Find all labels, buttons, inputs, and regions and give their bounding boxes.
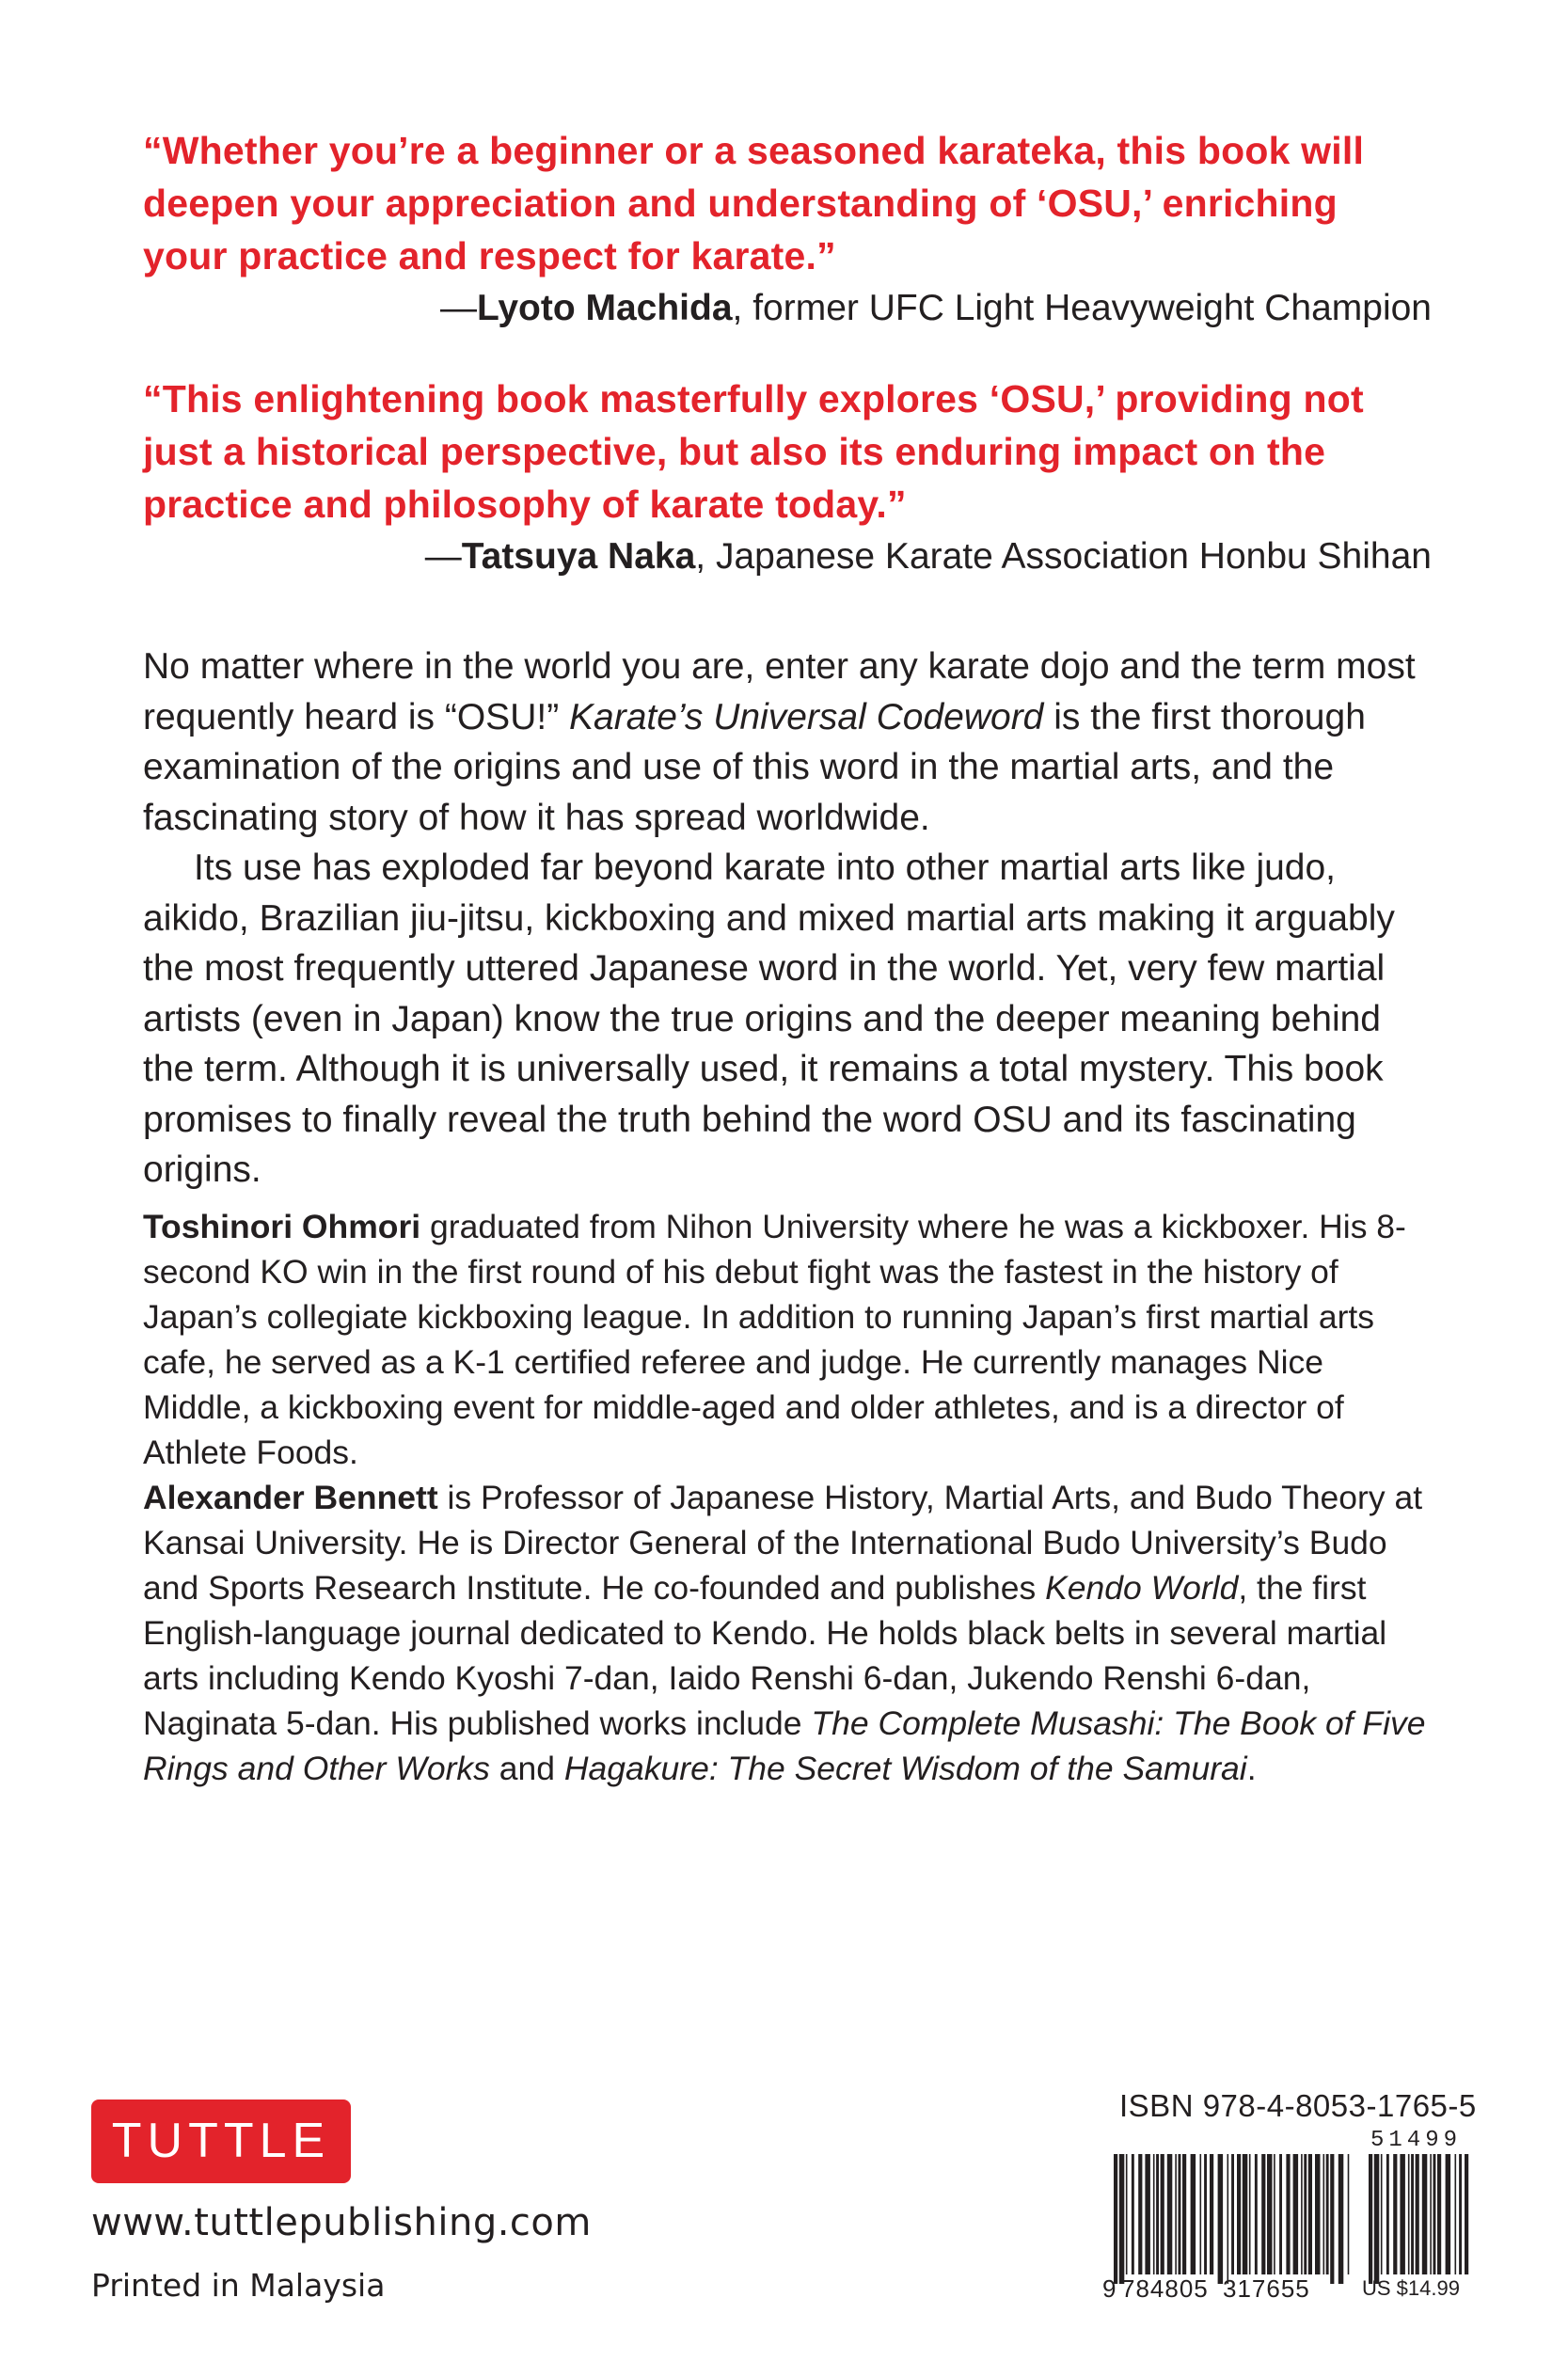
barcode-bar	[1210, 2154, 1213, 2274]
barcode-bar	[1338, 2154, 1344, 2284]
barcode-bar	[1400, 2154, 1405, 2274]
barcode-bar	[1119, 2154, 1125, 2284]
endorsement-quote-1	[143, 124, 1432, 333]
barcode-bar	[1231, 2154, 1234, 2274]
barcode-bar	[1374, 2154, 1380, 2284]
barcode-bar	[1301, 2154, 1303, 2274]
barcode-bar	[1191, 2154, 1196, 2274]
barcode-bar	[1179, 2154, 1181, 2274]
barcode-bar	[1465, 2154, 1468, 2274]
journal-title: Kendo World	[1045, 1569, 1239, 1607]
author-bio-ohmori: Toshinori Ohmori graduated from Nihon University where he was a kickboxer. His 8-second KO win in the first round of his debut fight was the fastest in the history of Japan’s collegiate kickboxing league. In addition to running Japan’s first martial arts cafe, he served as a K-1 certified referee and judge. He currently manages Nice Middle, a kickboxing event for middle-aged and older athletes, and is a director of Athlete Foods.	[143, 1208, 1406, 1471]
barcode-bar	[1323, 2154, 1325, 2274]
barcode-bar	[1422, 2154, 1428, 2274]
barcode-bar	[1308, 2154, 1312, 2274]
barcode-bar	[1408, 2154, 1410, 2274]
barcode-bar	[1267, 2154, 1273, 2274]
barcode-bar	[1161, 2154, 1164, 2274]
barcode-bar	[1167, 2154, 1173, 2274]
addon-number: 51499	[1370, 2128, 1463, 2153]
barcode-bar	[1315, 2154, 1321, 2274]
quote-attribution: —Lyoto Machida, former UFC Light Heavyweight Champion	[439, 288, 1432, 328]
barcode-bar	[1243, 2154, 1248, 2274]
barcode-digits-right: 317655	[1223, 2274, 1310, 2303]
barcode-bar	[1393, 2154, 1397, 2274]
barcode-bar	[1156, 2154, 1159, 2274]
barcode-bar	[1153, 2154, 1155, 2274]
barcode-bar	[1459, 2154, 1462, 2274]
barcode-bar	[1279, 2154, 1282, 2274]
work-title: Hagakure: The Secret Wisdom of the Samurai	[563, 1750, 1247, 1787]
isbn-number: ISBN 978-4-8053-1765-5	[1119, 2088, 1477, 2123]
barcode-bar	[1369, 2154, 1372, 2284]
author-name: Toshinori Ohmori	[143, 1208, 421, 1245]
author-bio-bennett: Alexander Bennett is Professor of Japanese History, Martial Arts, and Budo Theory at Kansai University. He is Director General of the International Budo University’s Budo and Sports Research Institute. He co-founded and publishes Kendo World, the first English-language journal dedicated to Kendo. He holds black belts in several martial arts including Kendo Kyoshi 7-dan, Iaido Renshi 6-dan, Jukendo Renshi 6-dan, Naginata 5-dan. His published works include The Complete Musashi: The Book of Five Rings and Other Works and Hagakure: The Secret Wisdom of the Samurai.	[143, 1479, 1426, 1787]
barcode-bar	[1437, 2154, 1441, 2274]
price-label: US $14.99	[1362, 2276, 1460, 2300]
description-paragraph-2: Its use has exploded far beyond karate into other martial arts like judo, aikido, Brazilian jiu-jitsu, kickboxing and mixed martial arts making it arguably the most frequently uttered Japanese word in the world. Yet, very few martial artists (even in Japan) know the true origins and the deeper meaning behind the term. Although it is universally used, it remains a total mystery. This book promises to finally reveal the truth behind the word OSU and its fascinating origins.	[143, 848, 1395, 1190]
quote-text: “Whether you’re a beginner or a seasoned karateka, this book will deepen your appreciation and understanding of ‘OSU,’ enriching your practice and respect for karate.”	[143, 129, 1365, 277]
barcode-bar	[1446, 2154, 1451, 2274]
quote-author: Tatsuya Naka	[461, 536, 696, 577]
barcode-bar	[1274, 2154, 1275, 2274]
barcode-bar	[1255, 2154, 1258, 2274]
barcode-bar	[1304, 2154, 1307, 2274]
barcode-bar	[1261, 2154, 1265, 2274]
barcode-bar	[1145, 2154, 1150, 2274]
barcode-bar	[1132, 2154, 1134, 2274]
barcode-bar	[1218, 2154, 1224, 2284]
barcode-digit-first: 9	[1102, 2274, 1117, 2303]
tuttle-logo: TUTTLE	[91, 2100, 351, 2183]
quote-author: Lyoto Machida	[476, 288, 733, 328]
barcode-bar	[1227, 2154, 1229, 2284]
quote-author-role: , former UFC Light Heavyweight Champion	[732, 288, 1432, 328]
barcode-bar	[1430, 2154, 1432, 2274]
printed-in: Printed in Malaysia	[91, 2267, 386, 2304]
barcode-bar	[1416, 2154, 1419, 2274]
barcode-bar	[1175, 2154, 1177, 2274]
book-description	[143, 642, 1432, 1196]
barcode-digits-left: 784805	[1121, 2274, 1209, 2303]
barcode-bar	[1330, 2154, 1334, 2284]
barcode-bar	[1126, 2154, 1128, 2274]
barcode-bar	[1411, 2154, 1414, 2274]
barcode-bar	[1348, 2154, 1350, 2274]
barcode-bar	[1326, 2154, 1329, 2274]
quote-author-role: , Japanese Karate Association Honbu Shihan	[695, 536, 1432, 577]
barcode-bar	[1433, 2154, 1436, 2274]
barcode-bar	[1114, 2154, 1117, 2284]
endorsement-quote-2	[143, 372, 1432, 581]
author-name: Alexander Bennett	[143, 1479, 438, 1516]
barcode-bar	[1200, 2154, 1202, 2274]
barcode-bar	[1381, 2154, 1383, 2274]
publisher-website[interactable]: www.tuttlepublishing.com	[91, 2201, 592, 2244]
barcode-bar	[1138, 2154, 1142, 2274]
barcode-bar	[1249, 2154, 1251, 2274]
barcode-bar	[1237, 2154, 1241, 2274]
barcode-bar	[1455, 2154, 1457, 2274]
work-title: The Complete Musashi: The Book of Five Rings and Other Works	[143, 1704, 1426, 1787]
quote-attribution: —Tatsuya Naka, Japanese Karate Association Honbu Shihan	[424, 536, 1432, 577]
book-title: Karate’s Universal Codeword	[569, 696, 1044, 737]
barcode-bar	[1182, 2154, 1186, 2274]
quote-text: “This enlightening book masterfully explores ‘OSU,’ providing not just a historical perspective, but also its enduring impact on the practice and philosophy of karate today.”	[143, 377, 1364, 526]
description-paragraph-1: No matter where in the world you are, enter any karate dojo and the term most requently heard is “OSU!” Karate’s Universal Codeword is the first thorough examination of the origins and use of this word in the martial arts, and the fascinating story of how it has spread worldwide.	[143, 646, 1416, 838]
barcode-bar	[1204, 2154, 1207, 2274]
barcode-bar	[1293, 2154, 1299, 2274]
barcode-bar	[1386, 2154, 1389, 2274]
barcode-bar	[1286, 2154, 1290, 2274]
